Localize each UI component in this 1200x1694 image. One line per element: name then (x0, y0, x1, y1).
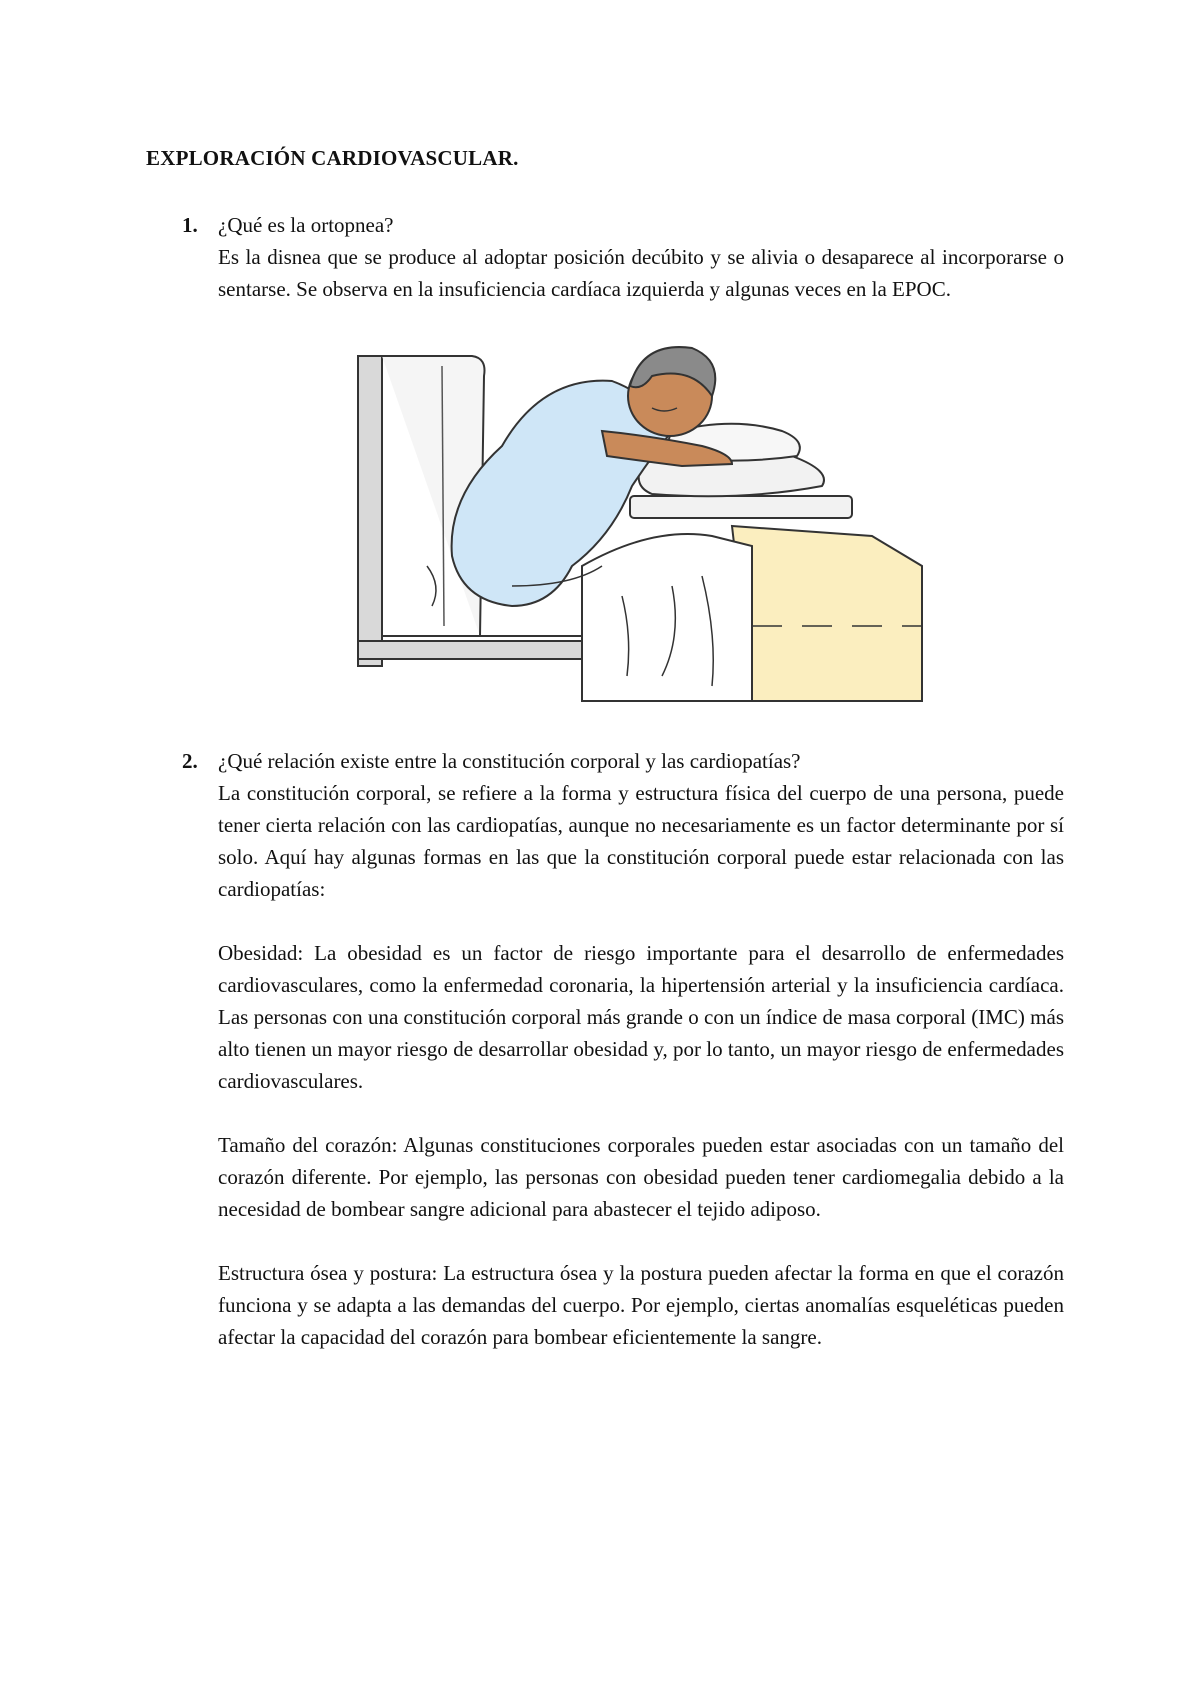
answer-paragraph-obesidad: Obesidad: La obesidad es un factor de riesgo importante para el desarrollo de enfermedades cardiovasculares, como la enfermedad coronaria, la hipertensión arterial y la insuficiencia cardíaca. Las personas con una constitución corporal más grande o con un índice de masa corporal (IMC) más alto tienen un mayor riesgo de desarrollar obesidad y, por lo tanto, un mayor riesgo de enfermedades cardiovasculares. (218, 941, 1064, 1093)
answer-paragraph-tamano-corazon: Tamaño del corazón: Algunas constituciones corporales pueden estar asociadas con un tamaño del corazón diferente. Por ejemplo, las personas con obesidad pueden tener cardiomegalia debido a la necesidad de bombear sangre adicional para abastecer el tejido adiposo. (218, 1133, 1064, 1221)
item-body (218, 209, 1064, 305)
answer-paragraph-estructura-osea: Estructura ósea y postura: La estructura ósea y la postura pueden afectar la forma en que el corazón funciona y se adapta a las demandas del cuerpo. Por ejemplo, ciertas anomalías esqueléticas pueden afectar la capacidad del corazón para bombear eficientemente la sangre. (218, 1261, 1064, 1349)
question-text: ¿Qué es la ortopnea? (218, 213, 394, 237)
item-number: 1. (182, 213, 198, 237)
bed-sheet-icon (582, 526, 922, 701)
orthopnea-patient-illustration (352, 336, 924, 706)
answer-paragraph: La constitución corporal, se refiere a la forma y estructura física del cuerpo de una persona, puede tener cierta relación con las cardiopatías, aunque no necesariamente es un factor determinante por sí solo. Aquí hay algunas formas en las que la constitución corporal puede estar relacionada con las cardiopatías: (218, 781, 1064, 901)
overbed-table-icon (630, 496, 852, 518)
document-title: EXPLORACIÓN CARDIOVASCULAR. (146, 146, 519, 170)
question-item-2 (146, 745, 1064, 1353)
question-item-1 (146, 209, 1064, 305)
item-body (218, 745, 1064, 1353)
item-number: 2. (182, 749, 198, 773)
answer-paragraph: Es la disnea que se produce al adoptar posición decúbito y se alivia o desaparece al incorporarse o sentarse. Se observa en la insuficiencia cardíaca izquierda y algunas veces en la EPOC. (218, 245, 1064, 301)
question-text: ¿Qué relación existe entre la constitución corporal y las cardiopatías? (218, 749, 801, 773)
